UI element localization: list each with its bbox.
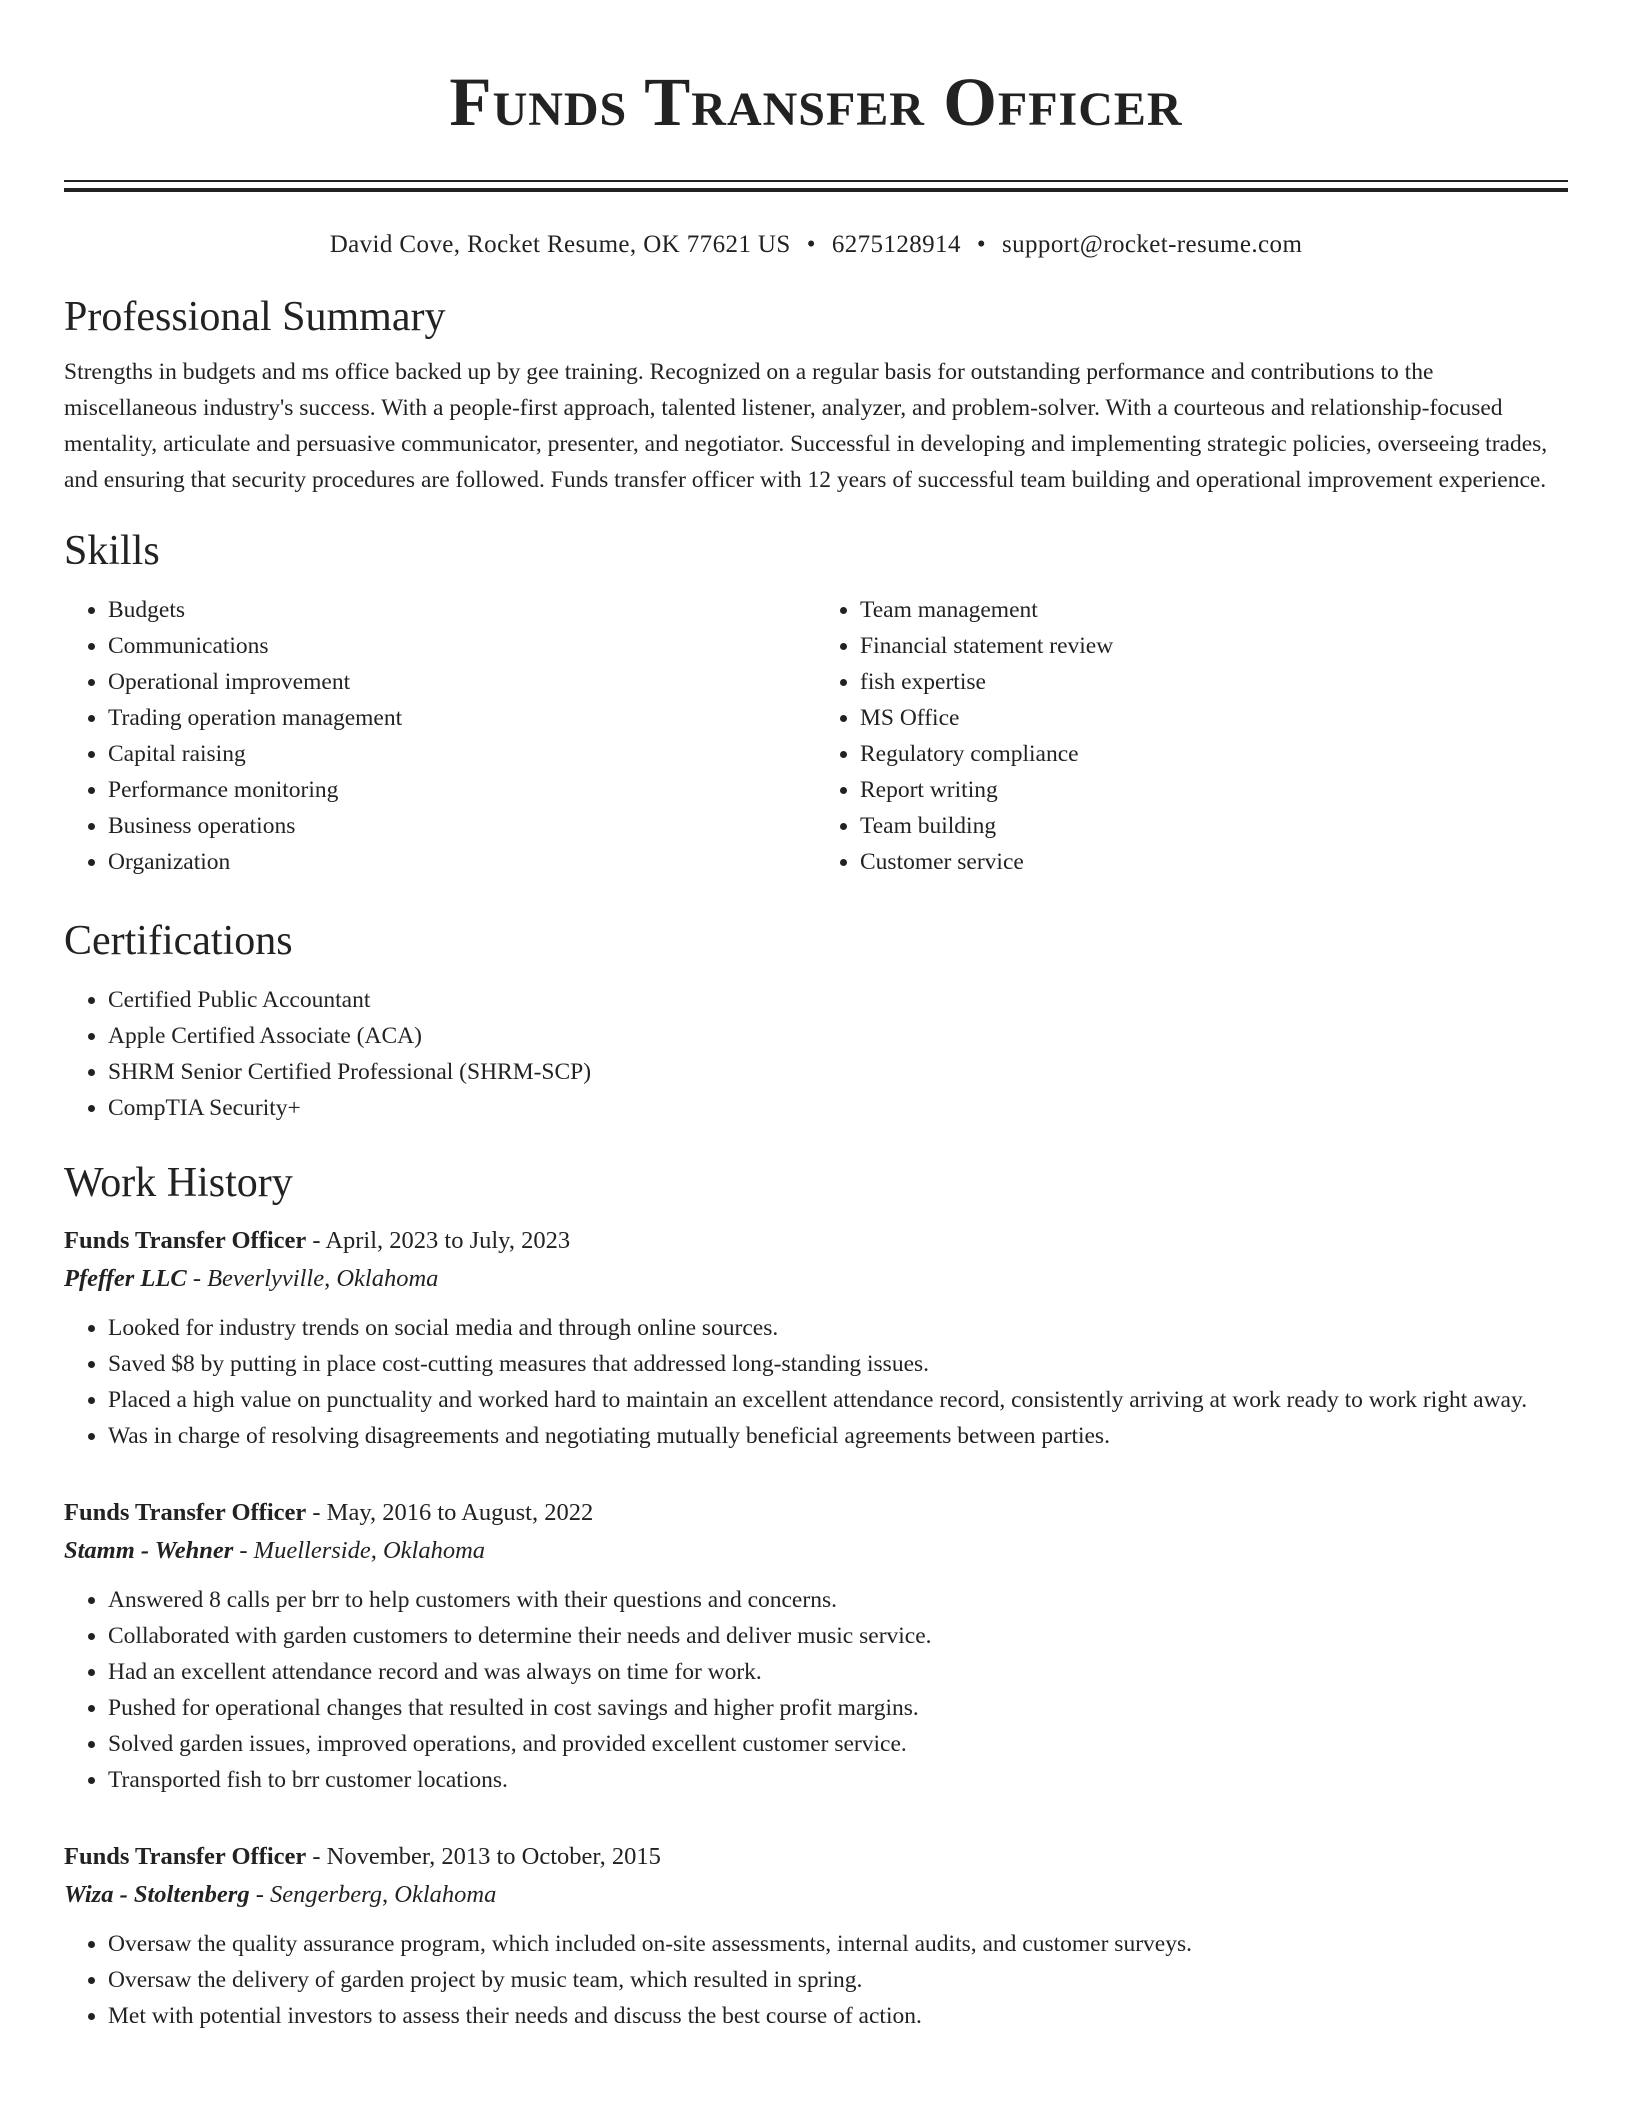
skill-item: • Operational improvement [108, 664, 816, 700]
job-title-line [64, 1222, 1568, 1260]
contact-email: support@rocket-resume.com [1002, 231, 1303, 258]
job-bullet: • Transported fish to brr customer locations. [108, 1762, 1568, 1798]
job-bullet: • Solved garden issues, improved operations, and provided excellent customer service. [108, 1726, 1568, 1762]
job-bullet: • Answered 8 calls per brr to help customers with their questions and concerns. [108, 1582, 1568, 1618]
job-bullet: • Had an excellent attendance record and was always on time for work. [108, 1654, 1568, 1690]
company-line [64, 1260, 1568, 1298]
job-title-line [64, 1494, 1568, 1532]
skill-item: • fish expertise [860, 664, 1568, 700]
contact-separator: • [806, 231, 816, 258]
certifications-list [64, 982, 1568, 1126]
job-dates: - November, 2013 to October, 2015 [306, 1843, 661, 1870]
skill-item: • Customer service [860, 844, 1568, 880]
job-entry [64, 1494, 1568, 1798]
skill-item: • MS Office [860, 700, 1568, 736]
certification-item: • Certified Public Accountant [108, 982, 1568, 1018]
skill-item: • Team building [860, 808, 1568, 844]
summary-text: Strengths in budgets and ms office backed up by gee training. Recognized on a regular basis for outstanding performance and contributions to the miscellaneous industry's success. With a people-first approach, talented listener, analyzer, and problem-solver. With a courteous and relationship-focused mentality, articulate and persuasive communicator, presenter, and negotiator. Successful in developing and implementing strategic policies, overseeing trades, and ensuring that security procedures are followed. Funds transfer officer with 12 years of successful team building and operational improvement experience. [64, 359, 1548, 493]
job-title: Funds Transfer Officer [64, 1499, 307, 1526]
resume-title: Funds Transfer Officer [449, 64, 1183, 140]
job-bullet: • Looked for industry trends on social media and through online sources. [108, 1310, 1568, 1346]
contact-separator: • [976, 231, 986, 258]
company-line [64, 1876, 1568, 1914]
skill-item: • Team management [860, 592, 1568, 628]
company-location: - Muellerside, Oklahoma [233, 1537, 486, 1564]
work-history-heading: Work History [64, 1160, 293, 1206]
job-bullets [64, 1926, 1568, 2034]
job-bullet: • Saved $8 by putting in place cost-cutting measures that addressed long-standing issues. [108, 1346, 1568, 1382]
company-name: Stamm - Wehner [64, 1537, 234, 1564]
skill-item: • Communications [108, 628, 816, 664]
skill-item: • Trading operation management [108, 700, 816, 736]
job-bullet: • Was in charge of resolving disagreements and negotiating mutually beneficial agreements between parties. [108, 1418, 1568, 1454]
skill-item: • Financial statement review [860, 628, 1568, 664]
skill-item: • Organization [108, 844, 816, 880]
skill-item: • Business operations [108, 808, 816, 844]
company-name: Wiza - Stoltenberg [64, 1881, 250, 1908]
job-entry [64, 1222, 1568, 1454]
job-bullet: • Placed a high value on punctuality and worked hard to maintain an excellent attendance record, consistently arriving at work ready to work right away. [108, 1382, 1568, 1418]
company-location: - Beverlyville, Oklahoma [186, 1265, 439, 1292]
job-bullet: • Oversaw the quality assurance program, which included on-site assessments, internal audits, and customer surveys. [108, 1926, 1568, 1962]
skills-columns [64, 592, 1568, 880]
skills-list-right [816, 592, 1568, 880]
job-dates: - May, 2016 to August, 2022 [306, 1499, 594, 1526]
job-entry [64, 1838, 1568, 2034]
skill-item: • Performance monitoring [108, 772, 816, 808]
job-title: Funds Transfer Officer [64, 1843, 307, 1870]
job-title-line [64, 1838, 1568, 1876]
skill-item: • Regulatory compliance [860, 736, 1568, 772]
job-bullets [64, 1582, 1568, 1798]
header-rule-thick [64, 188, 1568, 192]
contact-phone: 6275128914 [831, 231, 961, 258]
header-rule-thin [64, 180, 1568, 182]
job-bullet: • Pushed for operational changes that resulted in cost savings and higher profit margins. [108, 1690, 1568, 1726]
company-line [64, 1532, 1568, 1570]
skill-item: • Budgets [108, 592, 816, 628]
company-location: - Sengerberg, Oklahoma [249, 1881, 497, 1908]
job-bullets [64, 1310, 1568, 1454]
job-title: Funds Transfer Officer [64, 1227, 307, 1254]
job-bullet: • Collaborated with garden customers to determine their needs and deliver music service. [108, 1618, 1568, 1654]
skills-list-left [64, 592, 816, 880]
certification-item: • SHRM Senior Certified Professional (SHRM-SCP) [108, 1054, 1568, 1090]
contact-line [64, 228, 1568, 262]
certification-item: • Apple Certified Associate (ACA) [108, 1018, 1568, 1054]
certifications-heading: Certifications [64, 918, 293, 964]
job-bullet: • Oversaw the delivery of garden project by music team, which resulted in spring. [108, 1962, 1568, 1998]
job-dates: - April, 2023 to July, 2023 [306, 1227, 571, 1254]
skills-heading: Skills [64, 528, 160, 574]
skill-item: • Report writing [860, 772, 1568, 808]
skill-item: • Capital raising [108, 736, 816, 772]
certification-item: • CompTIA Security+ [108, 1090, 1568, 1126]
company-name: Pfeffer LLC [64, 1265, 187, 1292]
job-bullet: • Met with potential investors to assess their needs and discuss the best course of action. [108, 1998, 1568, 2034]
summary-heading: Professional Summary [64, 294, 446, 340]
contact-address: David Cove, Rocket Resume, OK 77621 US [329, 231, 791, 258]
